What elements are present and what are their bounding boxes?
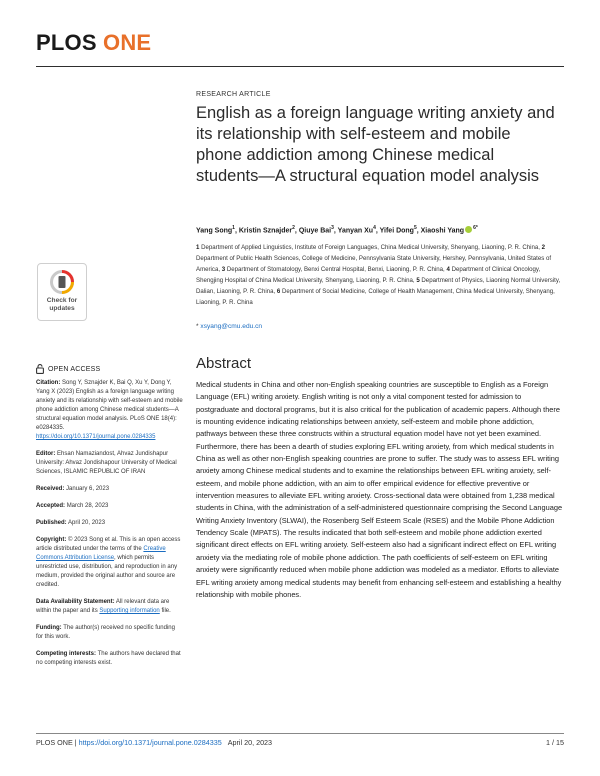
citation-block	[36, 379, 183, 442]
orcid-icon[interactable]	[465, 226, 472, 233]
journal-logo-one: ONE	[103, 30, 152, 55]
published-block	[36, 519, 183, 528]
affil-number: 1	[196, 244, 200, 251]
funding-text: The author(s) received no specific funding for this work.	[36, 625, 175, 640]
affil-text: Department of Applied Linguistics, Institute of Foreign Languages, China Medical University, Shenyang, Liaoning, P. R. China,	[201, 244, 540, 251]
supporting-info-link[interactable]: Supporting information	[99, 608, 160, 614]
published-date: April 20, 2023	[68, 520, 106, 526]
author-affil-sup: 3	[331, 225, 334, 231]
accepted-label: Accepted:	[36, 503, 66, 509]
author-affil-sup: 6*	[473, 225, 478, 231]
author-affil-sup: 2	[292, 225, 295, 231]
header-divider	[36, 66, 564, 67]
affil-number: 2	[541, 244, 546, 251]
editor-block	[36, 450, 183, 477]
check-updates-icon	[49, 269, 75, 295]
accepted-block	[36, 502, 183, 511]
data-availability-text-end: file.	[161, 608, 171, 614]
check-updates-line2: updates	[49, 305, 75, 312]
author-name[interactable]: Yifei Dong	[379, 227, 414, 235]
affil-text: Department of Physics, Liaoning Normal University, Dalian, Liaoning, P. R. China,	[196, 277, 561, 295]
open-lock-icon	[36, 364, 44, 374]
journal-logo-plos: PLOS	[36, 30, 97, 55]
abstract-heading: Abstract	[196, 355, 252, 372]
editor-label: Editor:	[36, 451, 56, 457]
author-name[interactable]: Yang Song	[196, 227, 233, 235]
received-date: January 6, 2023	[66, 486, 110, 492]
affiliations	[196, 242, 568, 308]
open-access-indicator	[36, 364, 100, 374]
funding-label: Funding:	[36, 625, 62, 631]
open-access-label: OPEN ACCESS	[48, 365, 101, 373]
citation-text: Song Y, Sznajder K, Bai Q, Xu Y, Dong Y, Yang X (2023) English as a foreign language writing anxiety and its relationship with self-esteem and mobile phone addiction among Chinese medical students—A structural equation model analysis. PLoS ONE 18(4): e0284335.	[36, 380, 183, 431]
copyright-block	[36, 536, 183, 590]
affil-number: 4	[446, 266, 450, 273]
license-link[interactable]: Creative Commons Attribution License	[36, 546, 166, 561]
author-list: Yang Song$^1$, Kristin Sznajder$^2$, Qiuye Bai$^3$, Yanyan Xu$^4$, Yifei Dong$^5$, Xiaoshi Yang $^{6*}$	[196, 225, 478, 235]
affil-text: Department of Stomatology, Benxi Central Hospital, Benxi, Liaoning, P. R. China,	[226, 266, 445, 273]
author-affil-sup: 4	[373, 225, 376, 231]
page-number: 1 / 15	[546, 738, 564, 747]
author-name[interactable]: Yanyan Xu	[337, 227, 374, 235]
received-label: Received:	[36, 486, 65, 492]
footer-date: April 20, 2023	[227, 738, 273, 747]
accepted-date: March 28, 2023	[66, 503, 109, 509]
competing-interests-text: The authors have declared that no competing interests exist.	[36, 651, 181, 666]
copyright-text: © 2023 Song et al. This is an open access article distributed under the terms of the	[36, 537, 181, 552]
affil-text: Department of Public Health Sciences, College of Medicine, Pennsylvania State University, Hershey, Pennsylvania, United States of America,	[196, 255, 552, 273]
email-link[interactable]: xsyang@cmu.edu.cn	[200, 323, 263, 330]
competing-interests-label: Competing interests:	[36, 651, 97, 657]
copyright-label: Copyright:	[36, 537, 67, 543]
affil-number: 5	[416, 277, 420, 284]
article-metadata-sidebar	[36, 379, 183, 676]
citation-doi-link[interactable]: https://doi.org/10.1371/journal.pone.0284335	[36, 434, 156, 440]
footer-journal: PLOS ONE	[36, 738, 73, 747]
citation-label: Citation:	[36, 380, 61, 386]
footer-doi-link[interactable]: https://doi.org/10.1371/journal.pone.0284335	[78, 738, 222, 747]
data-availability-text: All relevant data are within the paper and its	[36, 599, 170, 614]
competing-interests-block	[36, 650, 183, 668]
author-affil-sup: 1	[232, 225, 235, 231]
funding-block	[36, 624, 183, 642]
received-block	[36, 485, 183, 494]
footer-divider	[36, 733, 564, 734]
affil-number: 3	[221, 266, 226, 273]
author-affil-sup: 5	[413, 225, 417, 231]
page-footer: PLOS ONE | https://doi.org/10.1371/journal.pone.0284335 April 20, 2023	[36, 738, 273, 747]
journal-logo[interactable]	[36, 30, 151, 56]
article-type: RESEARCH ARTICLE	[196, 91, 271, 98]
check-updates-label	[38, 297, 86, 313]
affil-text: Department of Clinical Oncology, Shengjing Hospital of China Medical University, Shenyang, Liaoning, P. R. China,	[196, 266, 541, 284]
corresponding-email	[196, 323, 262, 330]
asterisk-marker: *	[196, 323, 201, 330]
check-for-updates-button[interactable]	[37, 263, 87, 321]
data-availability-block	[36, 598, 183, 616]
abstract-body: Medical students in China and other non-English speaking countries are susceptible to English as a Foreign Language (EFL) writing anxiety. English writing is not only a vital component tested for admission to postgraduate and doctoral programs, but it is also critical for the publication of academic papers. Although there is mounting evidence indicating relationships between anxiety, self-esteem and mobile phone addiction, pathways between these three constructs within a structural equation model have not yet been examined. Furthermore, there has been a dearth of studies exploring EFL writing anxiety, from which medical students in China as well as other non-English speaking countries are prone to suffer. The study was to assess EFL writing anxiety among Chinese medical students and to examine the relationships between EFL writing anxiety, self-esteem, and mobile phone addiction, with an aim to offer empirical evidence for effective preventive or intervention measures to alleviate EFL writing anxiety. Cross-sectional data were obtained from 1,238 medical students in China, with the administration of a self-administered questionnaire comprising the Second Language Writing Anxiety Inventory (SLWAI), the Rosenberg Self Esteem Scale (RSES) and the Mobile Phone Addiction Tendency Scale (MPATS). The results indicated that both self-esteem and mobile phone addiction exerted significant direct effects on EFL writing anxiety. Self-esteem also had a significant indirect effect on EFL writing anxiety via the mediating role of mobile phone addiction. The path coefficients of self-esteem on EFL writing anxiety were significantly reduced when mobile phone addiction was modeled as a mediator. Efforts to alleviate EFL writing anxiety among medical students may benefit from enhancing self-esteem and establishing a healthy relationship with mobile phones.	[196, 380, 563, 599]
copyright-text-end: , which permits unrestricted use, distribution, and reproduction in any medium, provided the original author and source are credited.	[36, 555, 178, 588]
affil-number: 6	[276, 288, 281, 295]
author-name[interactable]: Kristin Sznajder	[238, 227, 293, 235]
affil-text: Department of Social Medicine, College of Health Management, China Medical University, Shenyang, Liaoning, P. R. China	[196, 288, 555, 306]
article-title: English as a foreign language writing anxiety and its relationship with self-esteem and mobile phone addiction among Chinese medical students—A structural equation model analysis	[196, 104, 555, 185]
editor-text: Ehsan Namaziandost, Ahvaz Jundishapur University: Ahvaz Jondishapour University of Medical Sciences, ISLAMIC REPUBLIC OF IRAN	[36, 451, 177, 475]
author-name[interactable]: Qiuye Bai	[298, 227, 332, 235]
data-availability-label: Data Availability Statement:	[36, 599, 115, 605]
check-updates-line1: Check for	[46, 297, 78, 304]
published-label: Published:	[36, 520, 67, 526]
author-name[interactable]: Xiaoshi Yang	[420, 227, 465, 235]
